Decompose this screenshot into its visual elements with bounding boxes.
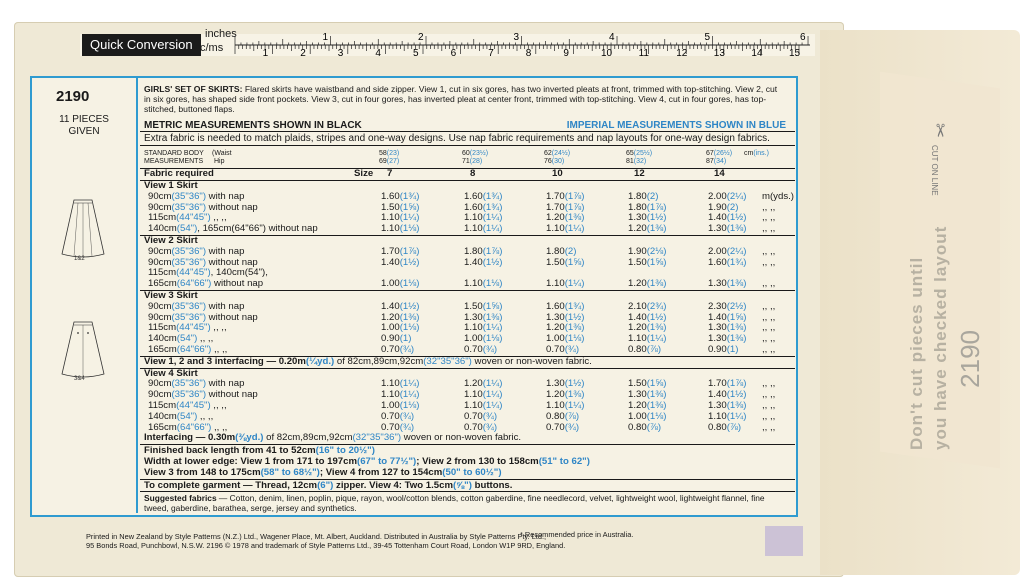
cm-number: 6	[450, 48, 457, 59]
imperial-header: IMPERIAL MEASUREMENTS SHOWN IN BLUE	[566, 120, 786, 131]
cm-number: 14	[751, 48, 763, 59]
size-col-12: 12	[634, 168, 645, 179]
fabric-row: 115cm(44"45"), 140cm(54"),	[148, 267, 268, 279]
body-measurement-col: 60(23½) 71(28)	[462, 150, 489, 165]
width-lower-edge: Width at lower edge: View 1 from 171 to 197cm(67" to 77½"); View 2 from 130 to 158cm(51" to 62")	[144, 456, 590, 467]
cm-number: 3	[337, 48, 344, 59]
pattern-number: 2190	[56, 88, 90, 105]
description-text: Flared skirts have waistband and side zipper. View 1, cut in six gores, has two inverted pleats at front, trimmed with top-stitching. View 2, cut in six gores, has shaped side front pockets. View 3, cut in four gores, has inverted pleat at center front, trimmed with top-stitching. View 4, cut in four gores, has top-stitched, buttoned flaps.	[144, 84, 778, 115]
card-divider	[136, 76, 138, 513]
cm-number: 12	[676, 48, 688, 59]
fabric-row: 90cm(35"36") with nap 1.40(1½) 1.50(1⅝) 1.60(1¾) 2.10(2¾) 2.30(2½) ,, ,,	[148, 300, 776, 312]
cm-number: 10	[601, 48, 613, 59]
thumbnail-label-3-4: 3&4	[74, 376, 85, 382]
cm-number: 4	[375, 48, 381, 59]
metric-header: METRIC MEASUREMENTS SHOWN IN BLACK	[144, 120, 362, 131]
divider-line	[140, 145, 795, 146]
body-measurement-col: 58(23) 69(27)	[379, 150, 400, 165]
fabric-row: 115cm(44"45") ,, ,, 1.10(1¼) 1.10(1¼) 1.20(1⅜) 1.30(1½) 1.40(1½) ,, ,,	[148, 212, 776, 224]
fabric-row: 165cm(64"66") ,, ,, 0.70(¾) 0.70(¾) 0.70(¾) 0.80(⅞) 0.80(⅞) ,, ,,	[148, 421, 776, 433]
fabric-row: 115cm(44"45") ,, ,, 1.00(1⅛) 1.10(1¼) 1.20(1⅜) 1.20(1⅜) 1.30(1⅜) ,, ,,	[148, 322, 776, 334]
price-stamp	[765, 526, 803, 556]
view-title: View 4 Skirt	[144, 367, 198, 379]
fabric-row: 140cm(54") ,, ,, 0.70(¾) 0.70(¾) 0.80(⅞) 1.00(1⅛) 1.10(1¼) ,, ,,	[148, 410, 776, 422]
inch-number: 2	[418, 32, 424, 43]
cm-number: 7	[488, 48, 494, 59]
quick-conversion-label: Quick Conversion	[82, 34, 201, 56]
size-col-14: 14	[714, 168, 725, 179]
body-label: STANDARD BODY MEASUREMENTS	[144, 150, 204, 165]
to-complete: To complete garment — Thread, 12cm(6") zipper. View 4: Two 1.5cm(⅝") buttons.	[144, 479, 513, 491]
pattern-description	[144, 84, 786, 115]
cm-label: c/ms	[200, 42, 224, 54]
fabric-note: Extra fabric is needed to match plaids, stripes and one-way designs. Use nap fabric requirements and nap layouts for one-way design fabrics.	[144, 133, 770, 144]
width-lower-edge-2: View 3 from 148 to 175cm(58" to 68½"); View 4 from 127 to 154cm(50" to 60½")	[144, 466, 502, 478]
finished-length: Finished back length from 41 to 52cm(16" to 20½")	[144, 445, 375, 457]
pieces-given: 11 PIECES GIVEN	[59, 114, 109, 137]
inch-number: 1	[322, 32, 329, 43]
skirt-thumbnail-view-3-4	[52, 318, 116, 384]
cm-number: 11	[638, 48, 649, 59]
divider-line	[140, 491, 795, 492]
waist-hip-labels: (Waist Hip	[212, 150, 232, 165]
view-title: View 3 Skirt	[144, 290, 198, 301]
printed-by: Printed in New Zealand by Style Patterns (N.Z.) Ltd., Wagener Place, Mt. Albert, Auckland. Distributed in Australia by Style Patterns Pty. Ltd., 95 Bonds Road, Punchbowl, N.S.W. 2196 © 1978 and trademark of Style Patterns Ltd., 39-45 Tottenham Court Road, London W1P 9RD, England.	[86, 532, 566, 550]
suggested-fabrics: Suggested fabrics — Cotton, denim, linen, poplin, pique, rayon, wool/cotton blends, cotton gaberdine, fine needlecord, velvet, lightweight wool, lightweight flannel, fine tweed, gaberdine, barathea, serge, jersey and synthetics.	[144, 493, 765, 514]
view-title: View 2 Skirt	[144, 235, 198, 246]
thumbnail-label-1-2: 1&2	[74, 256, 85, 262]
fabric-row: 90cm(35"36") with nap 1.10(1¼) 1.20(1¼) 1.30(1½) 1.50(1⅝) 1.70(1⅞) ,, ,,	[148, 378, 776, 390]
inch-number: 5	[704, 32, 711, 43]
body-measurements	[144, 148, 794, 170]
fabric-required-label: Fabric required	[144, 168, 214, 179]
flap-cut-label: CUT ON LINE	[930, 145, 939, 196]
cm-number: 15	[789, 48, 801, 59]
fabric-row: 90cm(35"36") with nap 1.70(1⅞) 1.80(1⅞) 1.80(2) 1.90(2⅛) 2.00(2¼) ,, ,,	[148, 245, 776, 257]
body-measurement-col: 62(24½) 76(30)	[544, 150, 571, 165]
description-title: GIRLS' SET OF SKIRTS:	[144, 84, 243, 94]
size-col-7: 7	[387, 168, 393, 179]
fabric-row: 90cm(35"36") with nap 1.60(1¾) 1.60(1¾) 1.70(1⅞) 1.80(2) 2.00(2¼) m(yds.)	[148, 190, 794, 202]
flap-pattern-number: 2190	[955, 330, 985, 388]
body-measurement-col: 65(25½) 81(32)	[626, 150, 653, 165]
inch-number: 4	[609, 32, 615, 43]
cm-number: 13	[713, 48, 725, 59]
body-measurement-col: 67(26½) 87(34)	[706, 150, 733, 165]
size-label: Size	[354, 168, 374, 179]
interfacing-row: View 1, 2 and 3 interfacing — 0.20m(¼yd.) of 82cm,89cm,92cm(32"35"36") woven or non-woven fabric.	[144, 355, 592, 367]
fabric-row: 90cm(35"36") without nap 1.50(1⅝) 1.60(1¾) 1.70(1⅞) 1.80(1⅞) 1.90(2) ,, ,,	[148, 201, 776, 213]
cm-number: 2	[300, 48, 306, 59]
fabric-row: 165cm(64"66") without nap 1.00(1⅛) 1.10(1⅛) 1.10(1¼) 1.20(1⅜) 1.30(1⅜) ,, ,,	[148, 278, 776, 290]
measurement-header	[144, 120, 786, 131]
inch-number: 3	[513, 32, 520, 43]
flap-text: Don't cut pieces until you have checked layout	[907, 225, 950, 450]
cm-number: 1	[262, 48, 269, 59]
view-title: View 1 Skirt	[144, 180, 198, 191]
inches-label: inches	[205, 28, 237, 40]
fabric-row: 90cm(35"36") without nap 1.10(1¼) 1.10(1¼) 1.20(1⅜) 1.30(1⅜) 1.40(1½) ,, ,,	[148, 389, 776, 401]
cm-number: 8	[525, 48, 532, 59]
recommended-price: * Recommended price in Australia.	[520, 530, 634, 539]
scissors-icon: ✂	[930, 122, 951, 139]
fabric-row: 90cm(35"36") without nap 1.20(1⅜) 1.30(1⅜) 1.30(1½) 1.40(1½) 1.40(1⅝) ,, ,,	[148, 311, 776, 323]
fabric-row: 115cm(44"45") ,, ,, 1.00(1⅛) 1.10(1¼) 1.10(1¼) 1.20(1⅜) 1.30(1⅜) ,, ,,	[148, 400, 776, 411]
divider-line	[140, 131, 795, 132]
size-col-10: 10	[552, 168, 563, 179]
fabric-row: 140cm(54") ,, ,, 0.90(1) 1.00(1⅛) 1.00(1⅛) 1.10(1¼) 1.30(1⅜) ,, ,,	[148, 333, 776, 345]
cm-number: 9	[563, 48, 569, 59]
fabric-row: 90cm(35"36") without nap 1.40(1½) 1.40(1½) 1.50(1⅝) 1.50(1⅝) 1.60(1¾) ,, ,,	[148, 256, 776, 268]
fabric-row: 165cm(64"66") ,, ,, 0.70(¾) 0.70(¾) 0.70(¾) 0.80(⅞) 0.90(1) ,, ,,	[148, 344, 776, 355]
cm-unit: cm(ins.)	[744, 150, 769, 157]
inch-number: 6	[800, 32, 806, 43]
cm-number: 5	[413, 48, 419, 59]
fabric-row: 140cm(54"), 165cm(64"66") without nap 1.10(1⅛) 1.10(1¼) 1.10(1¼) 1.20(1⅜) 1.30(1⅜) ,, ,,	[148, 223, 776, 235]
size-col-8: 8	[470, 168, 476, 179]
interfacing-row: Interfacing — 0.30m(⅜yd.) of 82cm,89cm,92cm(32"35"36") woven or non-woven fabric.	[144, 432, 522, 444]
